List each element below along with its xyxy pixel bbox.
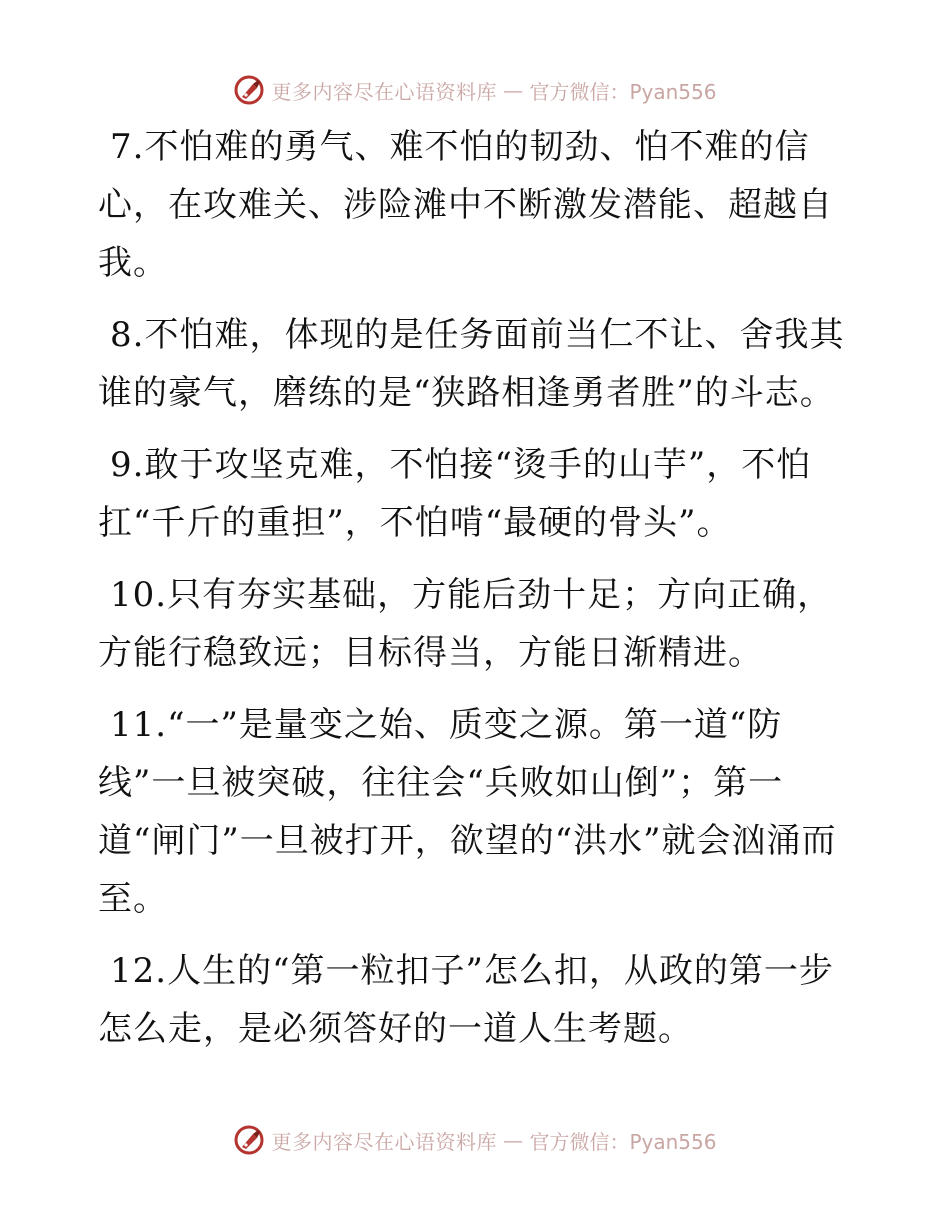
paragraph-7: 7.不怕难的勇气、难不怕的韧劲、怕不难的信心，在攻难关、涉险滩中不断激发潜能、超越自我。 [98,127,833,283]
footer-watermark-banner [0,1120,950,1160]
watermark-separator: — [502,1128,524,1152]
paragraph-8: 8.不怕难，体现的是任务面前当仁不让、舍我其谁的豪气，磨练的是“狭路相逢勇者胜”的斗志。 [98,315,845,413]
pen-nib-logo-icon [233,74,265,106]
document-body [98,118,858,1072]
watermark-wechat-text: 官方微信：Pyan556 [529,1129,717,1154]
watermark-site-text: 更多内容尽在心语资料库 [271,79,497,104]
watermark-separator: — [502,78,524,102]
paragraph-9: 9.敢于攻坚克难，不怕接“烫手的山芋”，不怕扛“千斤的重担”，不怕啃“最硬的骨头”。 [98,445,812,543]
watermark-wechat-text: 官方微信：Pyan556 [529,79,717,104]
pen-nib-logo-icon [233,1124,265,1156]
paragraph-10: 10.只有夯实基础，方能后劲十足；方向正确，方能行稳致远；目标得当，方能日渐精进。 [98,575,833,673]
header-watermark-banner [0,70,950,110]
watermark-site-text: 更多内容尽在心语资料库 [271,1129,497,1154]
paragraph-12: 12.人生的“第一粒扣子”怎么扣，从政的第一步怎么走，是必须答好的一道人生考题。 [98,951,834,1049]
paragraph-11: 11.“一”是量变之始、质变之源。第一道“防线”一旦被突破，往往会“兵败如山倒”；第一道“闸门”一旦被打开，欲望的“洪水”就会汹涌而至。 [98,705,837,919]
